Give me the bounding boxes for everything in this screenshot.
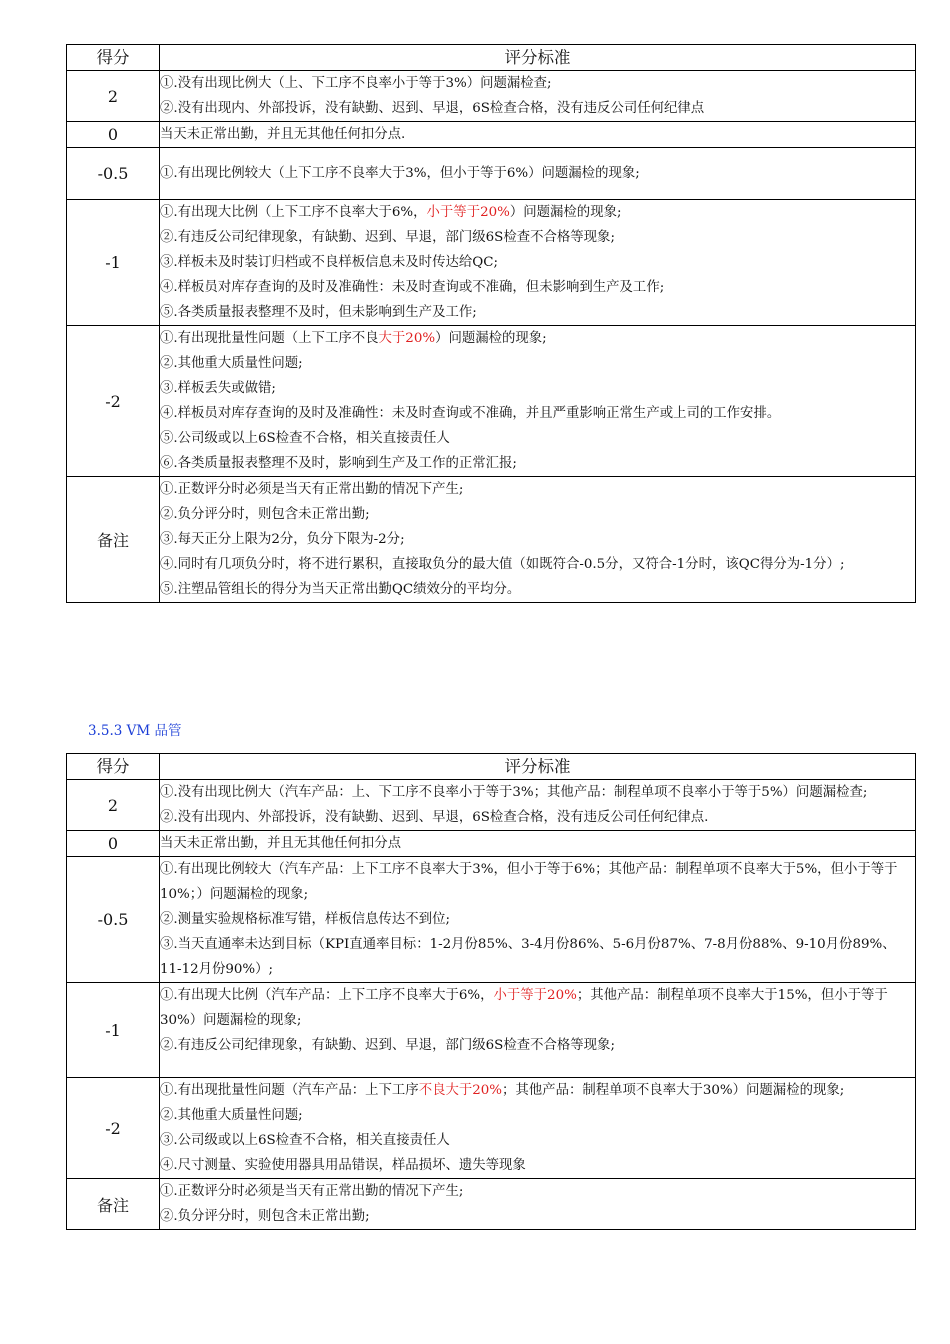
table-header-row xyxy=(67,45,916,71)
criteria-line: ⑤.各类质量报表整理不及时，但未影响到生产及工作; xyxy=(160,305,477,320)
score-cell: -1 xyxy=(67,983,160,1078)
criteria-line: ②.其他重大质量性问题; xyxy=(160,356,303,371)
criteria-line: ①.有出现比例较大（汽车产品：上下工序不良率大于3%，但小于等于6%；其他产品：制程单项不良率大于5%，但小于等于10%；）问题漏检的现象; xyxy=(160,862,898,902)
criteria-line: ⑤.公司级或以上6S检查不合格，相关直接责任人 xyxy=(160,431,450,446)
criteria-line: ①.有出现大比例（汽车产品：上下工序不良率大于6%，小于等于20%；其他产品：制程单项不良率大于15%，但小于等于30%）问题漏检的现象; xyxy=(160,988,888,1028)
score-cell: -0.5 xyxy=(67,148,160,200)
criteria-cell xyxy=(160,780,916,831)
criteria-line: ②.有违反公司纪律现象，有缺勤、迟到、早退，部门级6S检查不合格等现象; xyxy=(160,1038,615,1053)
header-criteria: 评分标准 xyxy=(160,754,916,780)
score-cell: 备注 xyxy=(67,477,160,603)
table-row xyxy=(67,1179,916,1230)
criteria-line: ③.样板丢失或做错; xyxy=(160,381,276,396)
highlight-text: 不良大于20% xyxy=(418,1083,503,1098)
criteria-line: ①.正数评分时必须是当天有正常出勤的情况下产生; xyxy=(160,1184,464,1199)
score-cell: 0 xyxy=(67,831,160,857)
highlight-text: 小于等于20% xyxy=(493,988,577,1003)
criteria-line: ②.负分评分时，则包含未正常出勤; xyxy=(160,507,370,522)
criteria-line: ③.每天正分上限为2分，负分下限为-2分; xyxy=(160,532,405,547)
criteria-cell xyxy=(160,857,916,983)
table-row xyxy=(67,831,916,857)
criteria-cell xyxy=(160,477,916,603)
criteria-cell xyxy=(160,200,916,326)
criteria-line: ①.正数评分时必须是当天有正常出勤的情况下产生; xyxy=(160,482,464,497)
criteria-line: ⑥.各类质量报表整理不及时，影响到生产及工作的正常汇报; xyxy=(160,456,517,471)
criteria-cell xyxy=(160,1078,916,1179)
criteria-line: ①.有出现批量性问题（汽车产品：上下工序不良大于20%；其他产品：制程单项不良率大于30%）问题漏检的现象; xyxy=(160,1083,845,1098)
score-cell: 备注 xyxy=(67,1179,160,1230)
criteria-line: ②.有违反公司纪律现象，有缺勤、迟到、早退，部门级6S检查不合格等现象; xyxy=(160,230,615,245)
table-row xyxy=(67,200,916,326)
criteria-line: ①.没有出现比例大（上、下工序不良率小于等于3%）问题漏检查; xyxy=(160,76,552,91)
scoring-table-2 xyxy=(66,753,916,1230)
criteria-line: ①.有出现比例较大（上下工序不良率大于3%，但小于等于6%）问题漏检的现象; xyxy=(160,166,640,181)
score-cell: -2 xyxy=(67,1078,160,1179)
criteria-line: ②.没有出现内、外部投诉，没有缺勤、迟到、早退，6S检查合格，没有违反公司任何纪律点 xyxy=(160,101,705,116)
criteria-line: ⑤.注塑品管组长的得分为当天正常出勤QC绩效分的平均分。 xyxy=(160,582,521,597)
table-row xyxy=(67,1078,916,1179)
score-cell: -1 xyxy=(67,200,160,326)
table-row xyxy=(67,122,916,148)
table-row xyxy=(67,983,916,1078)
criteria-line: ①.有出现批量性问题（上下工序不良大于20%）问题漏检的现象; xyxy=(160,331,547,346)
criteria-line: ③.公司级或以上6S检查不合格，相关直接责任人 xyxy=(160,1133,450,1148)
score-cell: 2 xyxy=(67,71,160,122)
score-cell: 0 xyxy=(67,122,160,148)
table-header-row xyxy=(67,754,916,780)
score-cell: 2 xyxy=(67,780,160,831)
table-row xyxy=(67,780,916,831)
table-row xyxy=(67,857,916,983)
criteria-cell xyxy=(160,831,916,857)
criteria-line: ②.其他重大质量性问题; xyxy=(160,1108,303,1123)
header-criteria: 评分标准 xyxy=(160,45,916,71)
criteria-cell xyxy=(160,983,916,1078)
criteria-line: ④.样板员对库存查询的及时及准确性：未及时查询或不准确，但未影响到生产及工作; xyxy=(160,280,665,295)
criteria-line: ②.测量实验规格标准写错，样板信息传达不到位; xyxy=(160,912,450,927)
criteria-cell xyxy=(160,71,916,122)
criteria-cell xyxy=(160,1179,916,1230)
criteria-cell xyxy=(160,122,916,148)
criteria-cell xyxy=(160,326,916,477)
criteria-line: ④.同时有几项负分时，将不进行累积，直接取负分的最大值（如既符合-0.5分，又符合-1分时，该QC得分为-1分）; xyxy=(160,557,845,572)
highlight-text: 小于等于20% xyxy=(426,205,510,220)
table-row xyxy=(67,148,916,200)
table-row xyxy=(67,326,916,477)
table-row xyxy=(67,477,916,603)
criteria-line: ③.当天直通率未达到目标（KPI直通率目标：1-2月份85%、3-4月份86%、5-6月份87%、7-8月份88%、9-10月份89%、11-12月份90%）; xyxy=(160,937,896,977)
section-title: 3.5.3 VM 品管 xyxy=(88,723,182,739)
criteria-line: ②.没有出现内、外部投诉，没有缺勤、迟到、早退，6S检查合格，没有违反公司任何纪律点. xyxy=(160,810,709,825)
highlight-text: 大于20% xyxy=(378,331,436,346)
criteria-line: ①.有出现大比例（上下工序不良率大于6%，小于等于20%）问题漏检的现象; xyxy=(160,205,622,220)
criteria-line: ④.样板员对库存查询的及时及准确性：未及时查询或不准确，并且严重影响正常生产或上司的工作安排。 xyxy=(160,406,781,421)
score-cell: -2 xyxy=(67,326,160,477)
criteria-cell xyxy=(160,148,916,200)
score-cell: -0.5 xyxy=(67,857,160,983)
criteria-line: ②.负分评分时，则包含未正常出勤; xyxy=(160,1209,370,1224)
criteria-line: ③.样板未及时装订归档或不良样板信息未及时传达给QC; xyxy=(160,255,498,270)
criteria-line: 当天未正常出勤，并且无其他任何扣分点 xyxy=(160,836,402,851)
criteria-line: ④.尺寸测量、实验使用器具用品错误，样品损坏、遗失等现象 xyxy=(160,1158,526,1173)
criteria-line: ①.没有出现比例大（汽车产品：上、下工序不良率小于等于3%；其他产品：制程单项不良率小于等于5%）问题漏检查; xyxy=(160,785,868,800)
criteria-line: 当天未正常出勤，并且无其他任何扣分点. xyxy=(160,127,406,142)
scoring-table-1 xyxy=(66,44,916,603)
header-score: 得分 xyxy=(67,754,160,780)
table-row xyxy=(67,71,916,122)
header-score: 得分 xyxy=(67,45,160,71)
